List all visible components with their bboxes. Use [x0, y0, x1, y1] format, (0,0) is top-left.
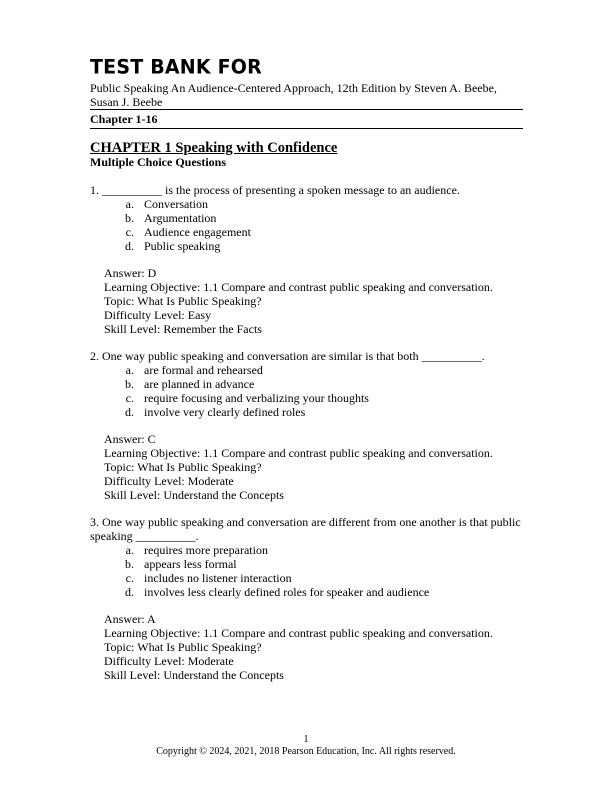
option-letter: a.	[125, 543, 134, 557]
chapter-range: Chapter 1-16	[90, 112, 158, 126]
option-text: requires more preparation	[144, 543, 268, 557]
copyright-notice: Copyright © 2024, 2021, 2018 Pearson Education, Inc. All rights reserved.	[156, 746, 456, 757]
header-divider	[90, 109, 523, 110]
option-text: are formal and rehearsed	[144, 363, 263, 377]
option-text: appears less formal	[144, 557, 237, 571]
topic-line: Topic: What Is Public Speaking?	[104, 460, 262, 474]
section-heading: Multiple Choice Questions	[90, 155, 227, 169]
difficulty-line: Difficulty Level: Moderate	[104, 474, 234, 488]
option-letter: b.	[125, 211, 134, 225]
answer-line: Answer: A	[104, 612, 156, 626]
option-text: Argumentation	[144, 211, 217, 225]
answer-line: Answer: D	[104, 266, 157, 280]
question-stem: 2. One way public speaking and conversation are similar is that both __________.	[90, 349, 485, 363]
option-text: includes no listener interaction	[144, 571, 292, 585]
answer-line: Answer: C	[104, 432, 156, 446]
book-subtitle	[90, 81, 530, 109]
difficulty-line: Difficulty Level: Easy	[104, 308, 212, 322]
option-text: Public speaking	[144, 239, 221, 253]
subtitle-line-2: Susan J. Beebe	[90, 95, 163, 109]
option-letter: a.	[125, 363, 134, 377]
subtitle-line-1: Public Speaking An Audience-Centered Approach, 12th Edition by Steven A. Beebe,	[90, 81, 497, 95]
learning-objective: Learning Objective: 1.1 Compare and contrast public speaking and conversation.	[104, 626, 493, 640]
difficulty-line: Difficulty Level: Moderate	[104, 654, 234, 668]
skill-line: Skill Level: Remember the Facts	[104, 322, 262, 336]
option-letter: d.	[125, 239, 134, 253]
question-stem: 1. __________ is the process of presenting a spoken message to an audience.	[90, 183, 460, 197]
option-text: involve very clearly defined roles	[144, 405, 306, 419]
option-letter: b.	[125, 377, 134, 391]
chapter-heading: CHAPTER 1 Speaking with Confidence	[90, 140, 338, 156]
chapter-divider	[90, 128, 523, 129]
question-stem-continued: speaking __________.	[90, 529, 199, 543]
page-number: 1	[303, 734, 309, 745]
skill-line: Skill Level: Understand the Concepts	[104, 668, 284, 682]
document-title: TEST BANK FOR	[90, 55, 262, 79]
option-letter: c.	[125, 571, 134, 585]
option-text: require focusing and verbalizing your thoughts	[144, 391, 369, 405]
option-text: involves less clearly defined roles for speaker and audience	[144, 585, 430, 599]
option-text: are planned in advance	[144, 377, 255, 391]
option-letter: b.	[125, 557, 134, 571]
question-stem: 3. One way public speaking and conversation are different from one another is that public	[90, 515, 521, 529]
option-letter: c.	[125, 391, 134, 405]
learning-objective: Learning Objective: 1.1 Compare and contrast public speaking and conversation.	[104, 446, 493, 460]
option-letter: c.	[125, 225, 134, 239]
learning-objective: Learning Objective: 1.1 Compare and contrast public speaking and conversation.	[104, 280, 493, 294]
option-text: Conversation	[144, 197, 208, 211]
topic-line: Topic: What Is Public Speaking?	[104, 640, 262, 654]
option-letter: a.	[125, 197, 134, 211]
skill-line: Skill Level: Understand the Concepts	[104, 488, 284, 502]
option-letter: d.	[125, 405, 134, 419]
topic-line: Topic: What Is Public Speaking?	[104, 294, 262, 308]
option-text: Audience engagement	[144, 225, 251, 239]
option-letter: d.	[125, 585, 134, 599]
